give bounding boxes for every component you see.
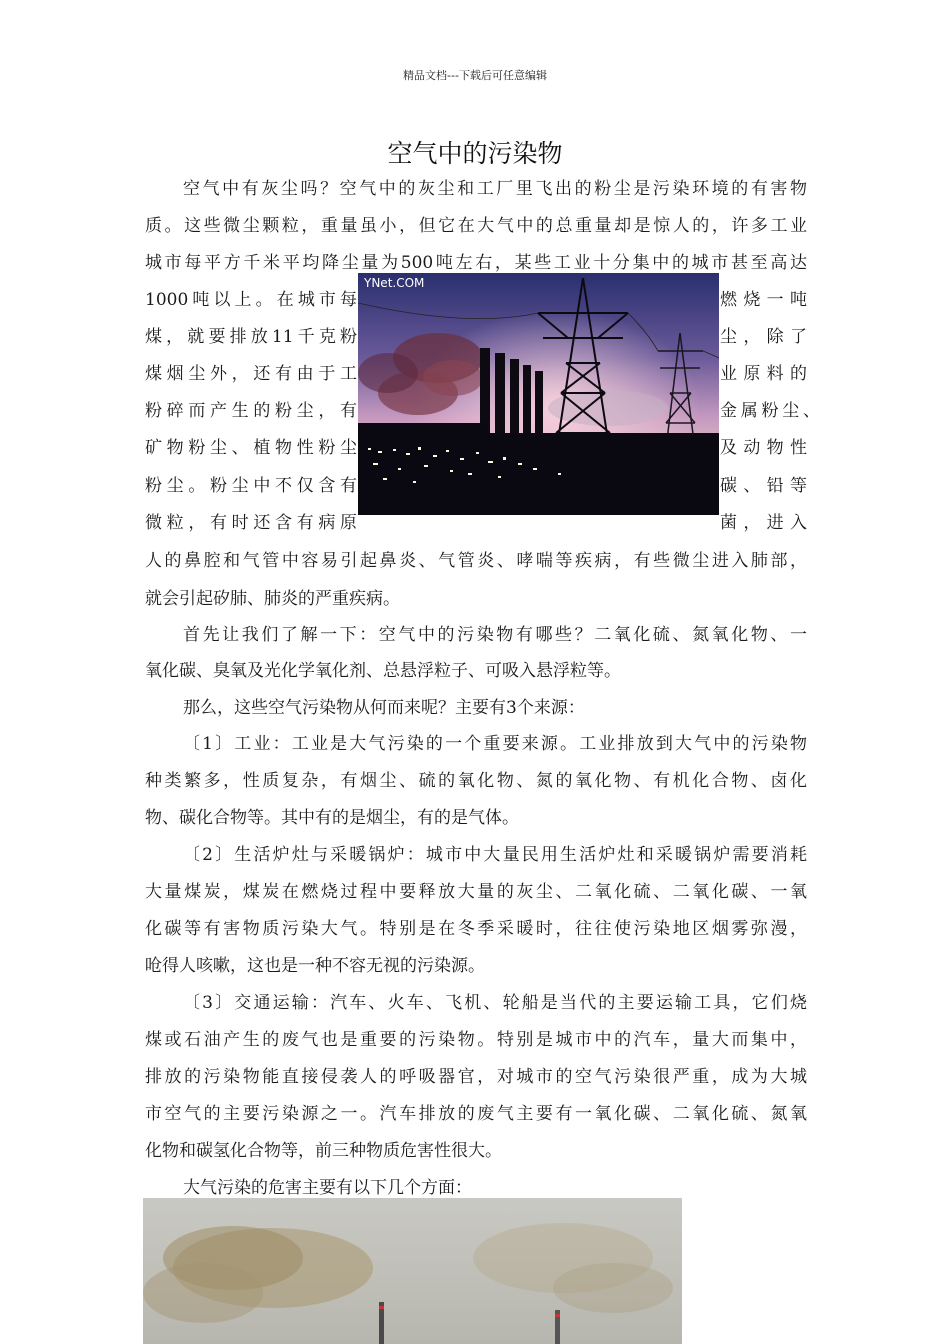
text-line: 人的鼻腔和气管中容易引起鼻炎、气管炎、哮喘等疾病，有些微尘进入肺部， (145, 551, 807, 571)
text-line-right: 业原料的 (720, 364, 807, 384)
text-line-right: 金属粉尘、 (720, 401, 820, 421)
smoke-haze-illustration (143, 1198, 682, 1344)
text-line: 首先让我们了解一下：空气中的污染物有哪些？二氧化硫、氮氧化物、一 (183, 625, 807, 645)
text-line: 〔3〕交通运输：汽车、火车、飞机、轮船是当代的主要运输工具，它们烧 (183, 993, 807, 1013)
power-plant-illustration (358, 273, 719, 515)
text-line: 空气中有灰尘吗？空气中的灰尘和工厂里飞出的粉尘是污染环境的有害物 (183, 179, 807, 199)
text-line: 排放的污染物能直接侵袭人的呼吸器官，对城市的空气污染很严重，成为大城 (145, 1067, 807, 1087)
text-line-left: 矿物粉尘、植物性粉尘 (145, 438, 357, 458)
text-line-left: 1000吨以上。在城市每 (145, 290, 357, 310)
smoke-haze-photo (143, 1198, 682, 1344)
text-line: 市空气的主要污染源之一。汽车排放的废气主要有一氧化碳、二氧化硫、氮氧 (145, 1104, 807, 1124)
text-line: 化物和碳氢化合物等，前三种物质危害性很大。 (145, 1141, 502, 1161)
text-line: 煤或石油产生的废气也是重要的污染物。特别是城市中的汽车，量大而集中， (145, 1030, 807, 1050)
text-line-left: 煤，就要排放11千克粉 (145, 327, 357, 347)
text-line: 〔2〕生活炉灶与采暖锅炉：城市中大量民用生活炉灶和采暖锅炉需要消耗 (183, 845, 807, 865)
text-line-left: 微粒，有时还含有病原 (145, 513, 357, 533)
text-line: 城市每平方千米平均降尘量为500吨左右，某些工业十分集中的城市甚至高达 (145, 253, 807, 273)
text-line-right: 及动物性 (720, 438, 807, 458)
text-line: 氧化碳、臭氧及光化学氧化剂、总悬浮粒子、可吸入悬浮粒等。 (145, 661, 621, 681)
text-line-left: 煤烟尘外，还有由于工 (145, 364, 357, 384)
text-line: 化碳等有害物质污染大气。特别是在冬季采暖时，往往使污染地区烟雾弥漫， (145, 919, 807, 939)
text-line-right: 燃烧一吨 (720, 290, 807, 310)
text-line-right: 尘，除了 (720, 327, 807, 347)
power-plant-photo (358, 273, 719, 515)
text-line: 那么，这些空气污染物从何而来呢？主要有3个来源： (183, 698, 585, 718)
text-line: 就会引起矽肺、肺炎的严重疾病。 (145, 589, 400, 609)
text-line: 〔1〕工业：工业是大气污染的一个重要来源。工业排放到大气中的污染物 (183, 734, 807, 754)
watermark-text: YNet.COM (364, 276, 425, 290)
text-line: 大气污染的危害主要有以下几个方面： (183, 1178, 472, 1198)
text-line-right: 菌，进入 (720, 513, 807, 533)
text-line: 呛得人咳嗽，这也是一种不容无视的污染源。 (145, 956, 485, 976)
text-line: 质。这些微尘颗粒，重量虽小，但它在大气中的总重量却是惊人的，许多工业 (145, 216, 807, 236)
text-line: 大量煤炭，煤炭在燃烧过程中要释放大量的灰尘、二氧化硫、二氧化碳、一氧 (145, 882, 807, 902)
text-line-right: 碳、铅等 (720, 476, 807, 496)
text-line-left: 粉尘。粉尘中不仅含有 (145, 476, 357, 496)
page-title: 空气中的污染物 (387, 139, 563, 168)
page-header: 精品文档---下载后可任意编辑 (403, 69, 547, 82)
text-line: 种类繁多，性质复杂，有烟尘、硫的氧化物、氮的氧化物、有机化合物、卤化 (145, 771, 807, 791)
text-line: 物、碳化合物等。其中有的是烟尘，有的是气体。 (145, 808, 519, 828)
text-line-left: 粉碎而产生的粉尘，有 (145, 401, 357, 421)
